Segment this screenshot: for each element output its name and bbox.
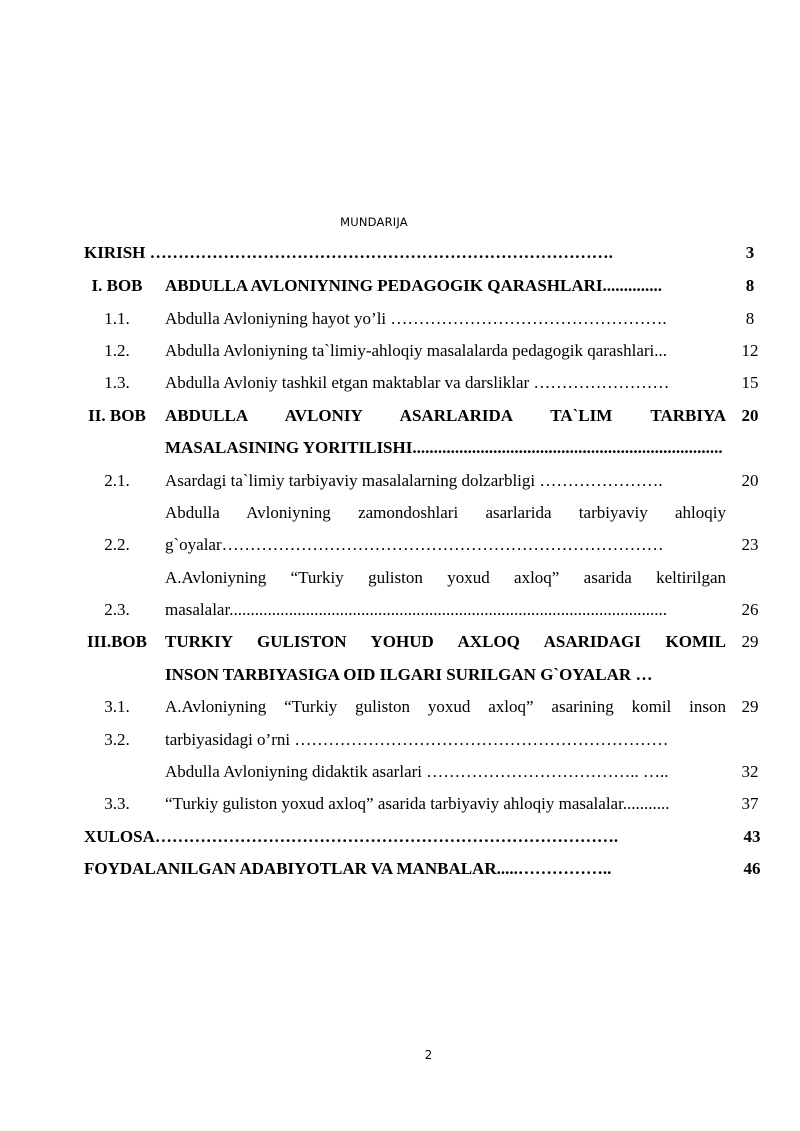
toc-section-title-line2: masalalar....................................................................................................... <box>165 600 667 619</box>
toc-section-number: 3.1. <box>104 697 130 716</box>
toc-page-number: 15 <box>741 373 759 392</box>
toc-chapter-title-line1: TURKIY GULISTON YOHUD AXLOQ ASARIDAGI KOMIL <box>165 632 726 651</box>
toc-section-title: Abdulla Avloniyning ta`limiy-ahloqiy masalalarda pedagogik qarashlari... <box>165 341 667 360</box>
toc-page-number: 20 <box>741 471 759 490</box>
toc-section-title: “Turkiy guliston yoxud axloq” asarida tarbiyaviy ahloqiy masalalar........... <box>165 794 670 813</box>
toc-page-number: 29 <box>741 697 759 716</box>
toc-page-number: 8 <box>745 276 755 295</box>
toc-section-title-line3: Abdulla Avloniyning didaktik asarlari ……………………………….. ….. <box>165 762 669 781</box>
toc-page-number: 43 <box>743 827 761 846</box>
toc-section-number: 1.3. <box>104 373 130 392</box>
toc-page-number: 3 <box>745 243 755 262</box>
toc-section-title: Asardagi ta`limiy tarbiyaviy masalalarning dolzarbligi …………………. <box>165 471 663 490</box>
toc-page-number: 26 <box>741 600 759 619</box>
toc-section-number: 3.3. <box>104 794 130 813</box>
toc-page-number: 23 <box>741 535 759 554</box>
toc-page-number: 32 <box>741 762 759 781</box>
toc-entry-title: XULOSA………………………………………………………………………. <box>84 827 619 846</box>
toc-chapter-number: II. BOB <box>88 406 146 425</box>
toc-chapter-title-line2: MASALASINING YORITILISHI......................................................................... <box>165 438 723 457</box>
toc-entry-title: KIRISH ………………………………………………………………………. <box>84 243 613 262</box>
toc-heading: MUNDARIJA <box>340 215 408 229</box>
toc-section-number: 1.1. <box>104 309 130 328</box>
toc-section-title-line1: A.Avloniyning “Turkiy guliston yoxud axloq” asarining komil inson <box>165 697 726 716</box>
toc-section-title-line1: A.Avloniyning “Turkiy guliston yoxud axloq” asarida keltirilgan <box>165 568 726 587</box>
toc-chapter-title-line1: ABDULLA AVLONIY ASARLARIDA TA`LIM TARBIYA <box>165 406 726 425</box>
toc-page-number: 20 <box>741 406 759 425</box>
toc-entry-title: FOYDALANILGAN ADABIYOTLAR VA MANBALAR.....…………….. <box>84 859 612 878</box>
toc-page-number: 29 <box>741 632 759 651</box>
toc-page-number: 46 <box>743 859 761 878</box>
toc-chapter-title-line2: INSON TARBIYASIGA OID ILGARI SURILGAN G`OYALAR … <box>165 665 653 684</box>
toc-chapter-title: ABDULLA AVLONIYNING PEDAGOGIK QARASHLARI.............. <box>165 276 663 295</box>
toc-section-title-line1: Abdulla Avloniyning zamondoshlari asarlarida tarbiyaviy ahloqiy <box>165 503 726 522</box>
toc-section-number: 2.3. <box>104 600 130 619</box>
toc-section-title-line2: g`oyalar…………………………………………………………………… <box>165 535 664 554</box>
toc-section-title-line2: tarbiyasidagi o’rni ………………………………………………………… <box>165 730 669 749</box>
toc-page-number: 12 <box>741 341 759 360</box>
toc-page-number: 8 <box>745 309 755 328</box>
toc-section-number: 3.2. <box>104 730 130 749</box>
toc-section-number: 2.2. <box>104 535 130 554</box>
toc-page-number: 37 <box>741 794 759 813</box>
toc-section-number: 1.2. <box>104 341 130 360</box>
toc-section-number: 2.1. <box>104 471 130 490</box>
toc-section-title: Abdulla Avloniy tashkil etgan maktablar va darsliklar …………………… <box>165 373 670 392</box>
page-footer-number: 2 <box>424 1048 433 1062</box>
toc-chapter-number: I. BOB <box>91 276 143 295</box>
toc-section-title: Abdulla Avloniyning hayot yo’li …………………………………………. <box>165 309 667 328</box>
toc-chapter-number: III.BOB <box>87 632 147 651</box>
